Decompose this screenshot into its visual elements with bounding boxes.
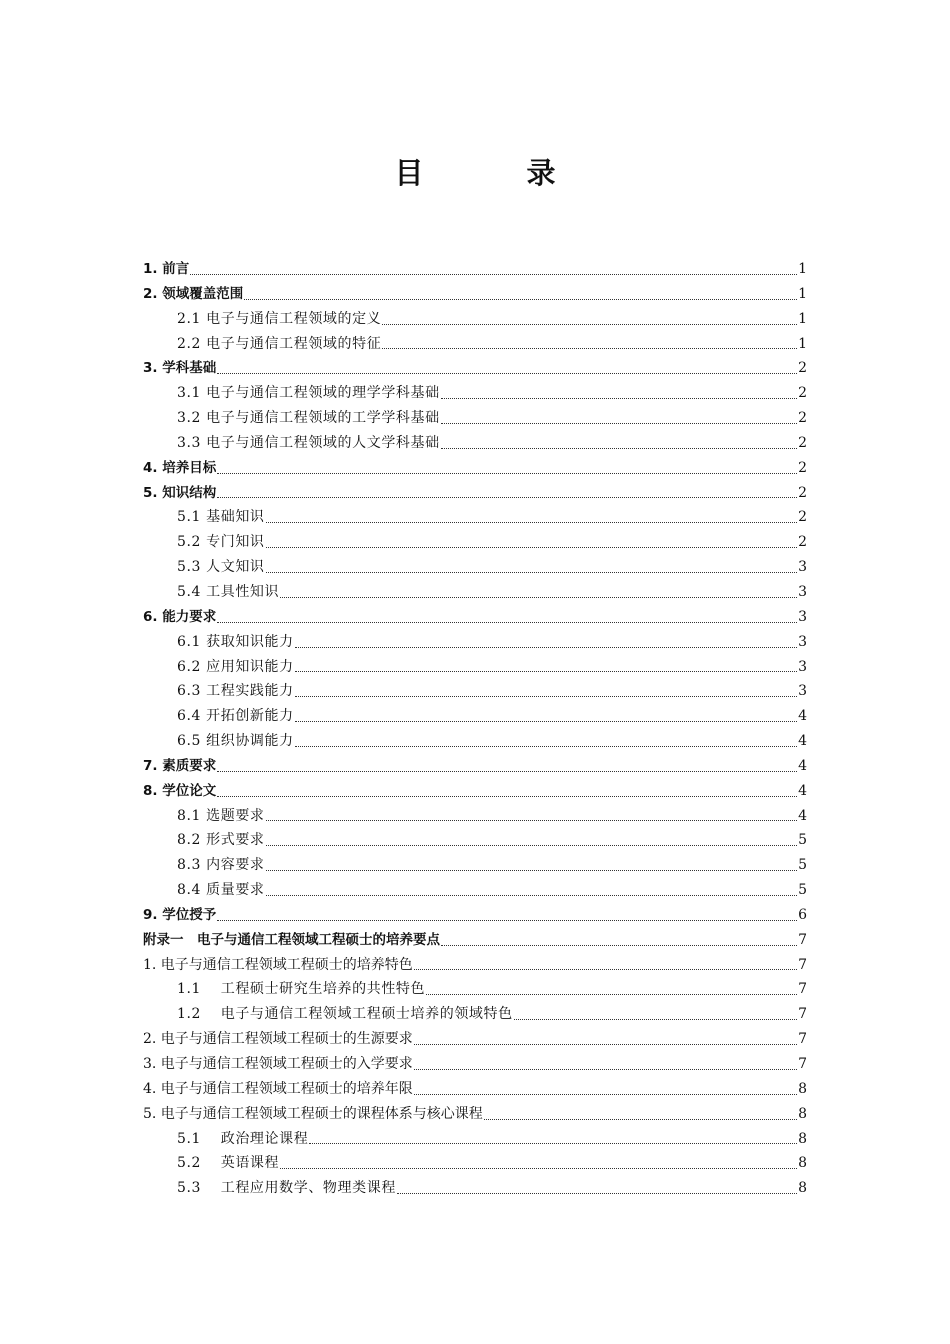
toc-page-number: 3 [798,633,807,650]
toc-entry-title: 5.1 基础知识 [177,509,265,526]
dot-leader [217,622,797,623]
toc-entry[interactable] [143,282,807,307]
toc-entry-title: 5.3 工程应用数学、物理类课程 [177,1180,396,1197]
toc-entry-title: 6.5 组织协调能力 [177,733,294,750]
dot-leader [295,647,797,648]
toc-entry[interactable] [143,853,807,878]
toc-entry-title: 1.2 电子与通信工程领域工程硕士培养的领域特色 [177,1006,513,1023]
toc-page-number: 1 [798,261,807,277]
toc-entry-title: 附录一 电子与通信工程领域工程硕士的培养要点 [143,931,440,948]
dot-leader [244,299,797,300]
toc-entry[interactable] [143,1102,807,1127]
dot-leader [514,1019,797,1020]
dot-leader [414,969,797,970]
dot-leader [441,398,797,399]
toc-page-number: 4 [798,708,807,725]
toc-page-number: 7 [798,1031,807,1048]
page-title: 目 录 [394,156,593,190]
toc-page-number: 4 [798,757,807,774]
toc-page-number: 1 [798,310,807,327]
dot-leader [484,1119,797,1120]
toc-entry-title: 5.4 工具性知识 [177,583,280,600]
toc-entry[interactable] [143,307,807,332]
toc-entry-title: 1. 前言 [143,261,190,277]
toc-entry[interactable] [143,630,807,655]
toc-entry[interactable] [143,729,807,754]
toc-entry[interactable] [143,704,807,729]
toc-page-number: 3 [798,658,807,675]
dot-leader [382,348,797,349]
toc-entry[interactable] [143,431,807,456]
toc-entry-title: 1. 电子与通信工程领域工程硕士的培养特色 [143,956,413,973]
toc-entry[interactable] [143,655,807,680]
dot-leader [280,597,797,598]
toc-entry[interactable] [143,878,807,903]
toc-entry[interactable] [143,381,807,406]
toc-entry-title: 5. 知识结构 [143,484,217,501]
toc-entry[interactable] [143,1151,807,1176]
toc-page-number: 1 [798,285,807,302]
toc-page-number: 4 [798,807,807,824]
dot-leader [295,671,797,672]
dot-leader [217,796,797,797]
toc-entry-title: 5. 电子与通信工程领域工程硕士的课程体系与核心课程 [143,1105,483,1122]
toc-page-number: 6 [798,906,807,923]
toc-page-number: 3 [798,608,807,625]
toc-entry[interactable] [143,804,807,829]
toc-entry[interactable] [143,953,807,978]
dot-leader [266,870,798,871]
toc-entry-title: 1.1 工程硕士研究生培养的共性特色 [177,981,426,998]
dot-leader [414,1094,797,1095]
toc-entry-title: 2. 电子与通信工程领域工程硕士的生源要求 [143,1031,413,1048]
toc-entry-title: 5.3 人文知识 [177,559,265,576]
toc-entry[interactable] [143,828,807,853]
toc-entry[interactable] [143,1002,807,1027]
toc-entry-title: 2.2 电子与通信工程领域的特征 [177,335,382,352]
toc-entry-title: 8.1 选题要求 [177,807,265,824]
toc-entry[interactable] [143,779,807,804]
toc-entry-title: 2. 领域覆盖范围 [143,285,244,302]
dot-leader [397,1193,797,1194]
toc-page-number: 7 [798,931,807,948]
toc-entry-title: 8.3 内容要求 [177,857,265,874]
toc-page-number: 8 [798,1105,807,1122]
toc-entry-title: 3. 电子与通信工程领域工程硕士的入学要求 [143,1056,413,1072]
toc-page-number: 3 [798,583,807,600]
toc-page-number: 8 [798,1130,807,1147]
dot-leader [414,1044,797,1045]
dot-leader [217,920,797,921]
toc-page-number: 2 [798,385,807,402]
table-of-contents [143,257,807,1201]
dot-leader [266,572,798,573]
toc-entry[interactable] [143,356,807,381]
toc-entry-title: 6.4 开拓创新能力 [177,708,294,725]
toc-entry[interactable] [143,1077,807,1102]
toc-page-number: 2 [798,484,807,501]
dot-leader [441,448,797,449]
toc-entry[interactable] [143,530,807,555]
dot-leader [382,324,797,325]
toc-page-number: 8 [798,1080,807,1097]
toc-entry-title: 2.1 电子与通信工程领域的定义 [177,310,382,327]
toc-page-number: 2 [798,459,807,476]
toc-entry[interactable] [143,605,807,630]
toc-entry-title: 7. 素质要求 [143,757,217,774]
toc-entry-title: 3.2 电子与通信工程领域的工学学科基础 [177,410,440,427]
toc-entry[interactable] [143,481,807,506]
dot-leader [295,721,797,722]
toc-entry[interactable] [143,406,807,431]
toc-entry[interactable] [143,456,807,481]
toc-entry[interactable] [143,977,807,1002]
toc-page-number: 2 [798,434,807,451]
toc-entry-title: 8. 学位论文 [143,782,217,799]
toc-entry[interactable] [143,1176,807,1201]
toc-entry-title: 3.1 电子与通信工程领域的理学学科基础 [177,385,440,402]
toc-page-number: 7 [798,956,807,973]
toc-entry[interactable] [143,555,807,580]
toc-page-number: 7 [798,1006,807,1023]
toc-entry-title: 5.2 专门知识 [177,534,265,551]
toc-page-number: 2 [798,410,807,427]
toc-page-number: 8 [798,1155,807,1172]
dot-leader [266,547,798,548]
toc-page-number: 2 [798,360,807,377]
toc-entry-title: 4. 电子与通信工程领域工程硕士的培养年限 [143,1080,413,1097]
toc-entry[interactable] [143,332,807,357]
toc-entry[interactable] [143,1052,807,1077]
dot-leader [441,945,797,946]
dot-leader [295,746,797,747]
toc-page-number: 5 [798,882,807,899]
dot-leader [266,845,798,846]
toc-page-number: 8 [798,1180,807,1197]
dot-leader [426,994,797,995]
dot-leader [266,522,798,523]
toc-page-number: 2 [798,534,807,551]
toc-entry-title: 6. 能力要求 [143,608,217,625]
toc-page-number: 1 [798,335,807,352]
toc-entry[interactable] [143,1127,807,1152]
dot-leader [414,1069,797,1070]
dot-leader [266,895,798,896]
toc-entry-title: 5.1 政治理论课程 [177,1130,309,1147]
toc-entry-title: 3.3 电子与通信工程领域的人文学科基础 [177,434,440,451]
toc-entry[interactable] [143,580,807,605]
dot-leader [217,373,797,374]
dot-leader [217,473,797,474]
toc-page-number: 4 [798,782,807,799]
toc-entry-title: 8.2 形式要求 [177,832,265,849]
dot-leader [217,497,797,498]
toc-entry-title: 5.2 英语课程 [177,1155,280,1172]
dot-leader [295,696,797,697]
dot-leader [280,1168,797,1169]
toc-entry[interactable] [143,679,807,704]
toc-entry[interactable] [143,505,807,530]
toc-page-number: 5 [798,832,807,849]
toc-entry-title: 6.3 工程实践能力 [177,683,294,700]
toc-page-number: 7 [798,981,807,998]
toc-page-number: 2 [798,509,807,526]
toc-page-number: 3 [798,559,807,576]
toc-entry-title: 3. 学科基础 [143,360,217,377]
dot-leader [309,1143,797,1144]
toc-entry[interactable] [143,903,807,928]
dot-leader [441,423,797,424]
dot-leader [190,274,797,275]
toc-entry-title: 6.2 应用知识能力 [177,658,294,675]
toc-page-number: 7 [798,1056,807,1072]
toc-entry[interactable] [143,1027,807,1052]
dot-leader [266,820,798,821]
toc-entry-title: 9. 学位授予 [143,906,217,923]
toc-entry-title: 4. 培养目标 [143,459,217,476]
toc-entry-title: 8.4 质量要求 [177,882,265,899]
dot-leader [217,771,797,772]
toc-page-number: 3 [798,683,807,700]
toc-page-number: 4 [798,733,807,750]
toc-entry[interactable] [143,754,807,779]
toc-entry[interactable] [143,928,807,953]
toc-entry[interactable] [143,257,807,282]
toc-page-number: 5 [798,857,807,874]
toc-entry-title: 6.1 获取知识能力 [177,633,294,650]
